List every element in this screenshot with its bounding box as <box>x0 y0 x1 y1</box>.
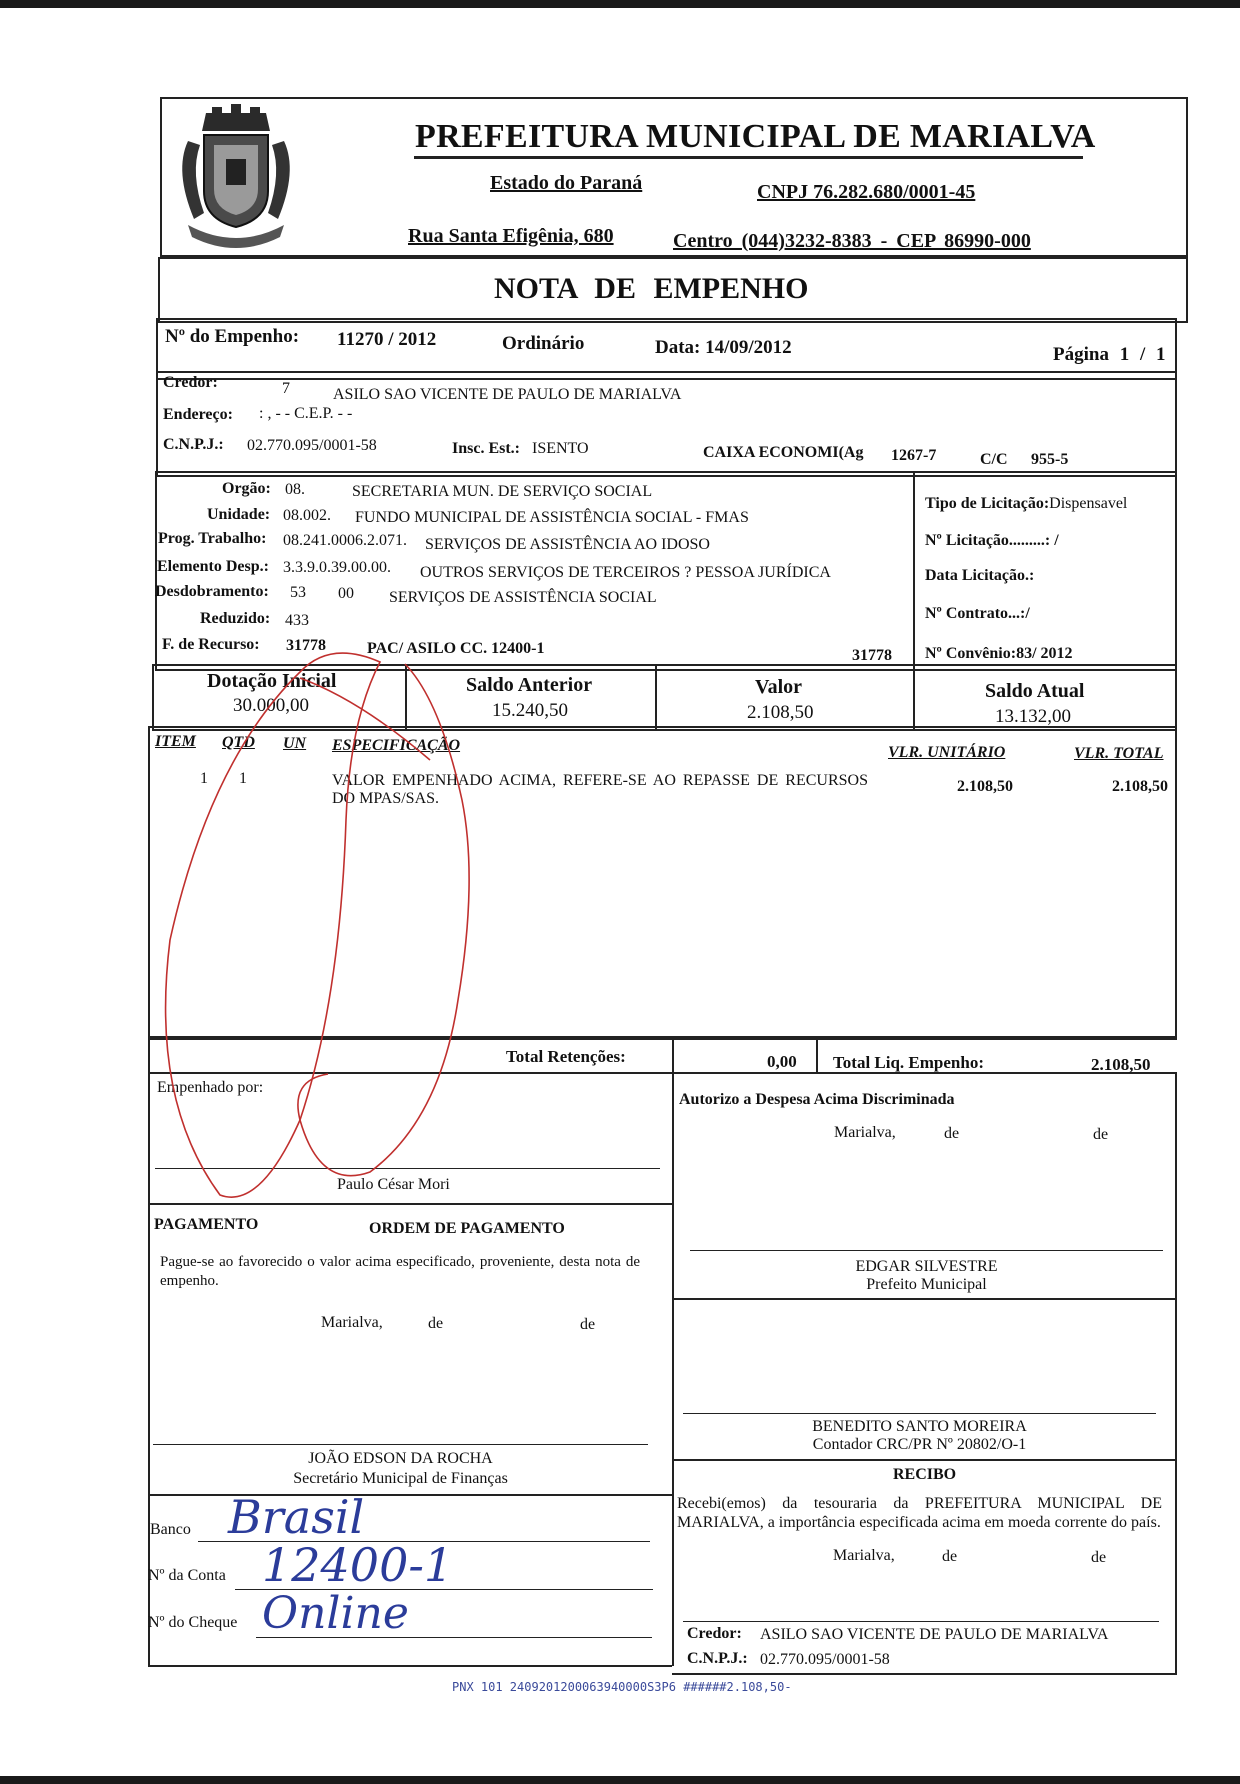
ordem-pagamento-label: ORDEM DE PAGAMENTO <box>369 1220 565 1237</box>
contador-bottom-line <box>672 1459 1177 1461</box>
totals-divider-2 <box>816 1038 818 1072</box>
reduzido-value: 433 <box>285 612 309 629</box>
pagamento-de-1: de <box>428 1315 444 1332</box>
recurso-value: 31778 <box>286 637 326 654</box>
prog-label: Prog. Trabalho: <box>158 530 267 547</box>
orgao-code: 08. <box>285 481 305 498</box>
creditor-cnpj: 02.770.095/0001-58 <box>247 437 377 454</box>
col-spec-header: ESPECIFICAÇÃO <box>332 737 461 754</box>
cc-value: 955-5 <box>1031 451 1069 468</box>
prog-name: SERVIÇOS DE ASSISTÊNCIA AO IDOSO <box>425 536 710 553</box>
licitacao-date: Data Licitação.: <box>925 567 1035 584</box>
desd-code: 53 <box>290 584 306 601</box>
municipality-title: PREFEITURA MUNICIPAL DE MARIALVA <box>415 118 1096 155</box>
recibo-text: Recebi(emos) da tesouraria da PREFEITURA MUNICIPAL DE MARIALVA, a importância especificada acima em moeda corrente do país. <box>677 1495 1162 1531</box>
header-cnpj: CNPJ 76.282.680/0001-45 <box>757 181 976 203</box>
totals-top-line <box>148 1038 1177 1040</box>
dotacao-value: 30.000,00 <box>233 695 309 716</box>
convenio-number: Nº Convênio:83/ 2012 <box>925 645 1073 662</box>
recibo-de-2: de <box>1091 1549 1107 1566</box>
empenho-number-label: Nº do Empenho: <box>165 326 300 347</box>
liquido-value: 2.108,50 <box>1091 1055 1151 1074</box>
recibo-credor-value: ASILO SAO VICENTE DE PAULO DE MARIALVA <box>760 1626 1109 1643</box>
unidade-label: Unidade: <box>207 506 271 523</box>
recibo-cnpj-value: 02.770.095/0001-58 <box>760 1651 890 1668</box>
bottom-left-base <box>148 1665 672 1667</box>
recibo-de-1: de <box>942 1548 958 1565</box>
recurso-desc: PAC/ ASILO CC. 12400-1 <box>367 640 545 657</box>
empenhado-signature-line <box>155 1168 660 1169</box>
banco-label: Banco <box>150 1521 191 1538</box>
scan-top-edge <box>0 0 1240 8</box>
empenho-type: Ordinário <box>502 333 585 354</box>
balances-divider-2 <box>655 664 657 731</box>
desd-label: Desdobramento: <box>155 583 269 600</box>
unidade-name: FUNDO MUNICIPAL DE ASSISTÊNCIA SOCIAL - FMAS <box>355 509 749 526</box>
cheque-label: Nº do Cheque <box>148 1614 238 1631</box>
elemento-label: Elemento Desp.: <box>157 558 269 575</box>
pagamento-text: Pague-se ao favorecido o valor acima especificado, proveniente, desta nota de empenho. <box>160 1254 640 1289</box>
insc-label: Insc. Est.: <box>452 440 521 457</box>
empenho-date: Data: 14/09/2012 <box>655 337 792 358</box>
retencoes-value: 0,00 <box>767 1052 797 1071</box>
row-spec: VALOR EMPENHADO ACIMA, REFERE-SE AO REPASSE DE RECURSOS DO MPAS/SAS. <box>332 772 868 807</box>
retencoes-label: Total Retenções: <box>506 1047 626 1066</box>
banco-handwritten: Brasil <box>228 1490 365 1544</box>
financas-signer-role: Secretário Municipal de Finanças <box>293 1470 508 1487</box>
scan-bottom-edge <box>0 1776 1240 1784</box>
recibo-title: RECIBO <box>893 1466 957 1483</box>
orgao-name: SECRETARIA MUN. DE SERVIÇO SOCIAL <box>352 483 653 500</box>
licitacao-number: Nº Licitação.........: / <box>925 532 1059 549</box>
row-unit-value: 2.108,50 <box>957 778 1013 795</box>
insc-value: ISENTO <box>532 440 589 457</box>
balances-divider-1 <box>405 664 407 731</box>
saldo-atual-label: Saldo Atual <box>985 680 1085 702</box>
creditor-bank: CAIXA ECONOMI(Ag <box>703 444 864 461</box>
col-total-header: VLR. TOTAL <box>1074 745 1164 762</box>
totals-bottom-line <box>148 1072 1177 1074</box>
empenhado-label: Empenhado por: <box>157 1079 264 1096</box>
cc-label: C/C <box>980 451 1008 468</box>
recurso-value-right: 31778 <box>852 647 892 664</box>
budget-divider <box>913 471 915 671</box>
saldo-anterior-value: 15.240,50 <box>492 700 568 721</box>
desd-name: SERVIÇOS DE ASSISTÊNCIA SOCIAL <box>389 589 657 606</box>
creditor-code: 7 <box>282 380 290 397</box>
saldo-anterior-label: Saldo Anterior <box>466 674 593 696</box>
contador-name: BENEDITO SANTO MOREIRA <box>812 1418 1027 1435</box>
prefeito-role: Prefeito Municipal <box>866 1276 987 1293</box>
recibo-credor-label: Credor: <box>687 1625 742 1642</box>
footer-code: PNX 101 2409201200063940000S3P6 ######2.108,50- <box>452 1680 792 1694</box>
orgao-label: Orgão: <box>222 480 271 497</box>
valor-label: Valor <box>755 676 803 698</box>
cheque-handwritten: Online <box>262 1588 409 1639</box>
conta-label: Nº da Conta <box>148 1567 226 1584</box>
desd-sub: 00 <box>338 585 354 602</box>
financas-bottom-line <box>148 1494 672 1496</box>
prefeito-signature-line <box>690 1250 1163 1251</box>
autorizo-place: Marialva, <box>834 1124 896 1141</box>
creditor-name: ASILO SAO VICENTE DE PAULO DE MARIALVA <box>333 386 682 403</box>
unidade-code: 08.002. <box>283 507 331 524</box>
pagamento-de-2: de <box>580 1316 596 1333</box>
contador-signature-line <box>683 1413 1156 1414</box>
prefeito-bottom-line <box>672 1298 1177 1300</box>
recurso-label: F. de Recurso: <box>162 636 260 653</box>
col-qtd-header: QTD <box>222 734 255 751</box>
col-unit-header: VLR. UNITÁRIO <box>888 744 1006 761</box>
elemento-name: OUTROS SERVIÇOS DE TERCEIROS ? PESSOA JURÍDICA <box>420 564 831 581</box>
recibo-place: Marialva, <box>833 1547 895 1564</box>
elemento-code: 3.3.9.0.39.00.00. <box>283 559 391 576</box>
crest-icon <box>166 101 306 251</box>
reduzido-label: Reduzido: <box>200 610 271 627</box>
prefeito-name: EDGAR SILVESTRE <box>855 1258 998 1275</box>
page-number: Página 1 / 1 <box>1053 344 1166 365</box>
address-rest: Centro (044)3232-8383 - CEP 86990-000 <box>673 230 1031 252</box>
creditor-cnpj-label: C.N.P.J.: <box>163 436 224 453</box>
document-title: NOTA DE EMPENHO <box>494 272 809 305</box>
empenho-number: 11270 / 2012 <box>337 329 437 350</box>
dotacao-label: Dotação Inicial <box>207 670 337 692</box>
balances-divider-3 <box>913 664 915 731</box>
street-address: Rua Santa Efigênia, 680 <box>408 225 614 247</box>
prog-code: 08.241.0006.2.071. <box>283 532 407 549</box>
col-item-header: ITEM <box>155 733 196 750</box>
valor-value: 2.108,50 <box>747 702 814 723</box>
autorizo-de-2: de <box>1093 1126 1109 1143</box>
empenhado-bottom-line <box>148 1203 672 1205</box>
liquido-label: Total Liq. Empenho: <box>833 1053 984 1072</box>
financas-signature-line <box>153 1444 648 1445</box>
municipality-underline <box>414 156 1083 159</box>
state-name: Estado do Paraná <box>490 172 643 194</box>
recibo-signature-line <box>683 1621 1159 1622</box>
totals-divider-1 <box>672 1038 674 1072</box>
autorizo-de-1: de <box>944 1125 960 1142</box>
contador-role: Contador CRC/PR Nº 20802/O-1 <box>812 1436 1027 1453</box>
row-qtd: 1 <box>239 770 247 787</box>
saldo-atual-value: 13.132,00 <box>995 706 1071 727</box>
financas-signer-name: JOÃO EDSON DA ROCHA <box>308 1450 493 1467</box>
row-item: 1 <box>200 770 208 787</box>
contract-number: Nº Contrato...:/ <box>925 605 1030 622</box>
bottom-right-border <box>1175 1072 1177 1674</box>
autorizo-label: Autorizo a Despesa Acima Discriminada <box>679 1091 955 1108</box>
recibo-cnpj-label: C.N.P.J.: <box>687 1650 748 1667</box>
address-label: Endereço: <box>163 406 233 423</box>
col-un-header: UN <box>283 735 307 752</box>
creditor-agency: 1267-7 <box>891 447 937 464</box>
row-total-value: 2.108,50 <box>1112 778 1168 795</box>
conta-handwritten: 12400-1 <box>262 1538 454 1592</box>
pagamento-label: PAGAMENTO <box>154 1216 259 1233</box>
licitacao-type: Tipo de Licitação:Dispensavel <box>925 495 1128 512</box>
pagamento-place: Marialva, <box>321 1314 383 1331</box>
address-value: : , - - C.E.P. - - <box>259 405 353 422</box>
bottom-right-base <box>672 1673 1177 1675</box>
bottom-center-divider <box>672 1072 674 1666</box>
empenhado-signer: Paulo César Mori <box>337 1176 450 1193</box>
creditor-label: Credor: <box>163 374 218 391</box>
